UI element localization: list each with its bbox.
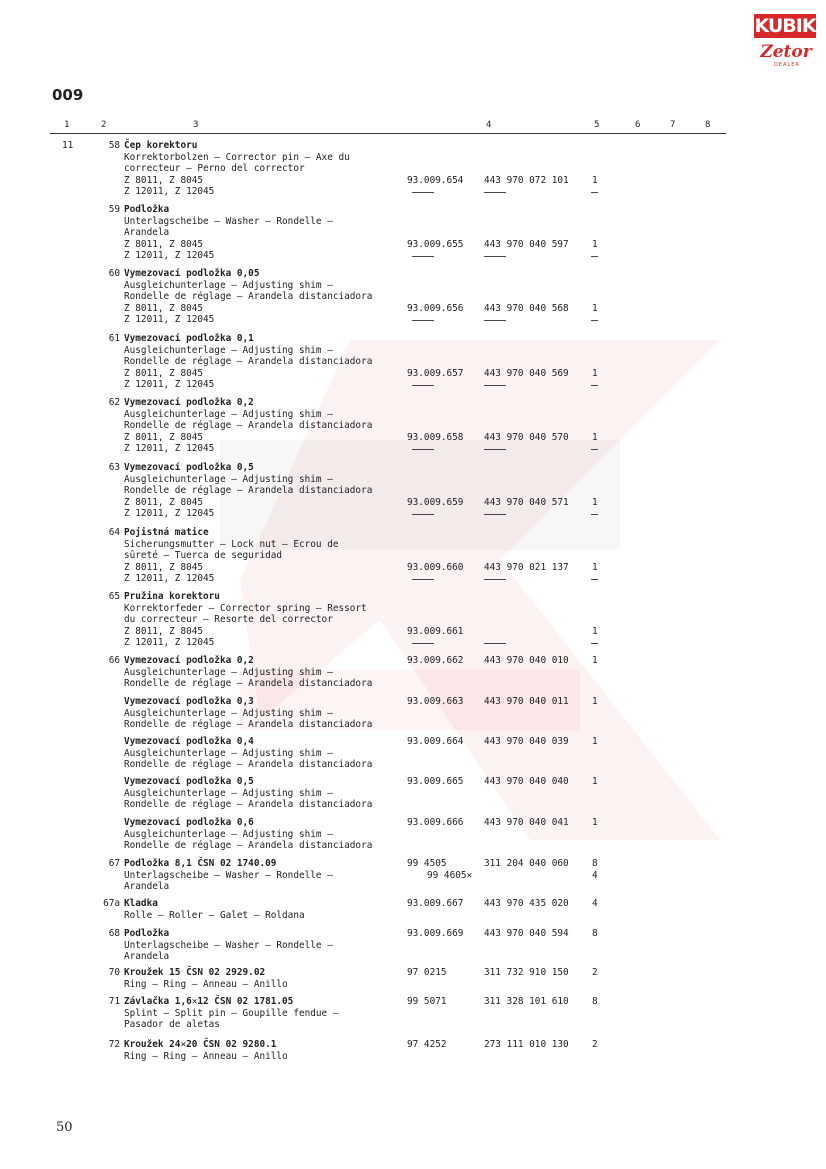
quantity: 1 bbox=[592, 817, 598, 828]
description-line: Z 8011, Z 8045 bbox=[124, 302, 204, 314]
position-number: 72 bbox=[108, 1039, 120, 1050]
part-number-short: 99 5071 bbox=[407, 996, 447, 1007]
part-number-short: 93.009.669 bbox=[407, 928, 464, 939]
column-header-7: 7 bbox=[670, 120, 676, 130]
part-name: Vymezovací podložka 0,1 bbox=[124, 333, 254, 344]
description-line: Z 12011, Z 12045 bbox=[124, 314, 215, 325]
ditto-dash bbox=[484, 256, 506, 257]
position-number: 60 bbox=[108, 268, 120, 279]
part-number-short: 93.009.659 bbox=[407, 496, 464, 508]
description-line: Splint — Split pin — Goupille fendue — bbox=[124, 1007, 339, 1019]
part-number-long: 443 970 040 011 bbox=[484, 696, 569, 707]
description-line: Sicherungsmutter — Lock nut — Ecrou de bbox=[124, 538, 339, 550]
description-line: Ring — Ring — Anneau — Anillo bbox=[124, 1050, 288, 1062]
position-number: 61 bbox=[108, 333, 120, 344]
ditto-dash bbox=[484, 643, 506, 644]
part-number-long: 443 970 040 569 bbox=[484, 367, 569, 379]
ditto-dash bbox=[412, 385, 434, 386]
ditto-dash bbox=[591, 385, 598, 386]
part-number-long: 443 970 040 594 bbox=[484, 928, 569, 939]
ditto-dash bbox=[412, 449, 434, 450]
column-header-1: 1 bbox=[64, 120, 70, 130]
part-description bbox=[124, 591, 394, 649]
header-rule bbox=[50, 133, 726, 134]
logo-kubik-text: KUBIK bbox=[754, 15, 816, 37]
column-header-6: 6 bbox=[635, 120, 641, 130]
part-number-short: 93.009.660 bbox=[407, 561, 464, 573]
description-line: Z 12011, Z 12045 bbox=[124, 508, 215, 519]
column-header-8: 8 bbox=[705, 120, 711, 130]
ditto-dash bbox=[412, 514, 434, 515]
column-header-2: 2 bbox=[101, 120, 107, 130]
description-line: Ring — Ring — Anneau — Anillo bbox=[124, 978, 288, 990]
part-description bbox=[124, 527, 394, 585]
position-number: 59 bbox=[108, 204, 120, 215]
ditto-dash bbox=[412, 643, 434, 644]
part-description bbox=[124, 140, 394, 198]
quantity: 8 bbox=[592, 928, 598, 939]
quantity: 1 bbox=[592, 561, 598, 573]
part-name: Pojistná matice bbox=[124, 527, 209, 538]
part-number-long: 273 111 010 130 bbox=[484, 1039, 569, 1050]
position-number: 64 bbox=[108, 527, 120, 538]
quantity: 1 bbox=[592, 776, 598, 787]
quantity: 8 bbox=[592, 858, 598, 869]
logo-dealer-text: DEALER bbox=[774, 62, 800, 68]
ditto-dash bbox=[412, 579, 434, 580]
description-line: Rondelle de réglage — Arandela distanciadora bbox=[124, 840, 373, 851]
ditto-dash bbox=[484, 449, 506, 450]
part-description bbox=[124, 928, 394, 963]
description-line: Ausgleichunterlage — Adjusting shim — bbox=[124, 787, 333, 799]
part-number-short: 93.009.655 bbox=[407, 238, 464, 250]
part-name: Čep korektoru bbox=[124, 140, 198, 151]
part-number-short: 93.009.664 bbox=[407, 736, 464, 747]
part-name: Vymezovací podložka 0,4 bbox=[124, 736, 254, 747]
quantity: 1 bbox=[592, 496, 598, 508]
quantity: 1 bbox=[592, 431, 598, 443]
part-name: Vymezovací podložka 0,2 bbox=[124, 397, 254, 408]
description-line: Pasador de aletas bbox=[124, 1019, 220, 1030]
description-line: Z 8011, Z 8045 bbox=[124, 367, 204, 379]
quantity: 1 bbox=[592, 367, 598, 379]
description-line: Ausgleichunterlage — Adjusting shim — bbox=[124, 707, 333, 719]
part-number-short: 93.009.663 bbox=[407, 696, 464, 707]
part-number-short: 93.009.666 bbox=[407, 817, 464, 828]
part-number-short: 93.009.657 bbox=[407, 367, 464, 379]
part-name: Kroužek 24✕20 ČSN 02 9280.1 bbox=[124, 1039, 277, 1050]
position-number: 70 bbox=[108, 967, 120, 978]
position-number: 63 bbox=[108, 462, 120, 473]
description-line: Rondelle de réglage — Arandela distanciadora bbox=[124, 799, 373, 810]
description-line: Rondelle de réglage — Arandela distanciadora bbox=[124, 678, 373, 689]
part-description bbox=[124, 736, 394, 771]
description-line: Z 12011, Z 12045 bbox=[124, 443, 215, 454]
part-number-short: 97 4252 bbox=[407, 1039, 447, 1050]
kubik-zetor-logo bbox=[754, 14, 816, 70]
part-name: Vymezovací podložka 0,6 bbox=[124, 817, 254, 828]
part-number-short: 93.009.656 bbox=[407, 302, 464, 314]
description-line: Korrektorbolzen — Corrector pin — Axe du bbox=[124, 151, 350, 163]
ditto-dash bbox=[591, 256, 598, 257]
part-name: Vymezovací podložka 0,3 bbox=[124, 696, 254, 707]
part-number-long: 443 970 040 571 bbox=[484, 496, 569, 508]
part-description bbox=[124, 996, 394, 1031]
part-name: Podložka 8,1 ČSN 02 1740.09 bbox=[124, 858, 277, 869]
ditto-dash bbox=[484, 192, 506, 193]
description-line: Ausgleichunterlage — Adjusting shim — bbox=[124, 344, 333, 356]
ditto-dash bbox=[484, 579, 506, 580]
description-line: Arandela bbox=[124, 227, 170, 238]
description-line: Z 8011, Z 8045 bbox=[124, 238, 204, 250]
description-line: Z 12011, Z 12045 bbox=[124, 573, 215, 584]
part-name: Vymezovací podložka 0,5 bbox=[124, 776, 254, 787]
part-number-long: 443 970 040 039 bbox=[484, 736, 569, 747]
part-description bbox=[124, 898, 394, 921]
position-number: 62 bbox=[108, 397, 120, 408]
column-header-3: 3 bbox=[193, 120, 199, 130]
description-line: Rondelle de réglage — Arandela distanciadora bbox=[124, 291, 373, 302]
quantity: 1 bbox=[592, 736, 598, 747]
description-line: Arandela bbox=[124, 951, 170, 962]
part-number-long: 443 970 040 010 bbox=[484, 655, 569, 666]
description-line: Z 12011, Z 12045 bbox=[124, 637, 215, 648]
quantity: 8 bbox=[592, 996, 598, 1007]
description-line: du correcteur — Resorte del corrector bbox=[124, 614, 333, 625]
part-name: Kladka bbox=[124, 898, 158, 909]
position-number: 67a bbox=[103, 898, 120, 909]
description-line: Ausgleichunterlage — Adjusting shim — bbox=[124, 279, 333, 291]
part-name: Kroužek 15 ČSN 02 2929.02 bbox=[124, 967, 266, 978]
description-line: Rondelle de réglage — Arandela distanciadora bbox=[124, 420, 373, 431]
ditto-dash bbox=[412, 256, 434, 257]
quantity: 1 bbox=[592, 655, 598, 666]
description-line: Z 8011, Z 8045 bbox=[124, 496, 204, 508]
ditto-dash bbox=[591, 514, 598, 515]
part-number-long: 311 732 910 150 bbox=[484, 967, 569, 978]
document-code: 009 bbox=[52, 86, 84, 104]
part-number-long: 443 970 040 041 bbox=[484, 817, 569, 828]
part-name: Vymezovací podložka 0,5 bbox=[124, 462, 254, 473]
ditto-dash bbox=[412, 192, 434, 193]
part-name: Pružina korektoru bbox=[124, 591, 220, 602]
quantity-alt: 4 bbox=[592, 869, 598, 881]
description-line: Rolle — Roller — Galet — Roldana bbox=[124, 909, 305, 921]
ditto-dash bbox=[591, 643, 598, 644]
part-name: Podložka bbox=[124, 204, 170, 215]
description-line: sûreté — Tuerca de seguridad bbox=[124, 550, 283, 561]
description-line: Rondelle de réglage — Arandela distanciadora bbox=[124, 759, 373, 770]
position-number: 65 bbox=[108, 591, 120, 602]
position-number: 67 bbox=[108, 858, 120, 869]
description-line: Ausgleichunterlage — Adjusting shim — bbox=[124, 666, 333, 678]
position-number: 68 bbox=[108, 928, 120, 939]
part-number-long: 443 970 040 570 bbox=[484, 431, 569, 443]
part-number-long: 443 970 072 101 bbox=[484, 174, 569, 186]
description-line: Ausgleichunterlage — Adjusting shim — bbox=[124, 747, 333, 759]
description-line: Rondelle de réglage — Arandela distanciadora bbox=[124, 485, 373, 496]
part-number-long: 443 970 021 137 bbox=[484, 561, 569, 573]
description-line: Korrektorfeder — Corrector spring — Ressort bbox=[124, 602, 367, 614]
part-number-short: 93.009.658 bbox=[407, 431, 464, 443]
part-description bbox=[124, 333, 394, 391]
part-number-short: 93.009.665 bbox=[407, 776, 464, 787]
quantity: 1 bbox=[592, 625, 598, 637]
description-line: Z 8011, Z 8045 bbox=[124, 561, 204, 573]
quantity: 2 bbox=[592, 967, 598, 978]
part-number-long: 443 970 040 597 bbox=[484, 238, 569, 250]
part-number-short: 93.009.654 bbox=[407, 174, 464, 186]
description-line: Z 8011, Z 8045 bbox=[124, 174, 204, 186]
column-header-5: 5 bbox=[594, 120, 600, 130]
ditto-dash bbox=[412, 320, 434, 321]
part-description bbox=[124, 268, 394, 326]
description-line: Ausgleichunterlage — Adjusting shim — bbox=[124, 408, 333, 420]
description-line: Unterlagscheibe — Washer — Rondelle — bbox=[124, 939, 333, 951]
description-line: correcteur — Perno del corrector bbox=[124, 163, 305, 174]
part-description bbox=[124, 1039, 394, 1062]
description-line: Z 12011, Z 12045 bbox=[124, 186, 215, 197]
part-number-short: 99 4505 bbox=[407, 858, 447, 869]
part-description bbox=[124, 858, 394, 893]
quantity: 1 bbox=[592, 238, 598, 250]
description-line: Ausgleichunterlage — Adjusting shim — bbox=[124, 828, 333, 840]
part-description bbox=[124, 204, 394, 262]
part-number-long: 311 328 101 610 bbox=[484, 996, 569, 1007]
logo-zetor-text: Zetor bbox=[760, 42, 812, 62]
description-line: Z 12011, Z 12045 bbox=[124, 250, 215, 261]
ditto-dash bbox=[484, 385, 506, 386]
part-number-alt: 99 4605✕ bbox=[427, 869, 473, 881]
quantity: 1 bbox=[592, 302, 598, 314]
ditto-dash bbox=[591, 449, 598, 450]
part-description bbox=[124, 776, 394, 811]
part-description bbox=[124, 817, 394, 852]
part-description bbox=[124, 462, 394, 520]
description-line: Z 8011, Z 8045 bbox=[124, 431, 204, 443]
quantity: 4 bbox=[592, 898, 598, 909]
group-number: 11 bbox=[62, 140, 74, 151]
ditto-dash bbox=[484, 320, 506, 321]
part-number-short: 93.009.661 bbox=[407, 625, 464, 637]
part-description bbox=[124, 397, 394, 455]
part-description bbox=[124, 696, 394, 731]
description-line: Unterlagscheibe — Washer — Rondelle — bbox=[124, 215, 333, 227]
description-line: Ausgleichunterlage — Adjusting shim — bbox=[124, 473, 333, 485]
quantity: 2 bbox=[592, 1039, 598, 1050]
description-line: Z 12011, Z 12045 bbox=[124, 379, 215, 390]
ditto-dash bbox=[484, 514, 506, 515]
part-name: Podložka bbox=[124, 928, 170, 939]
part-number-long: 443 970 040 040 bbox=[484, 776, 569, 787]
page-number: 50 bbox=[56, 1120, 73, 1135]
ditto-dash bbox=[591, 320, 598, 321]
description-line: Unterlagscheibe — Washer — Rondelle — bbox=[124, 869, 333, 881]
part-number-long: 443 970 435 020 bbox=[484, 898, 569, 909]
part-name: Závlačka 1,6✕12 ČSN 02 1781.05 bbox=[124, 996, 294, 1007]
part-name: Vymezovací podložka 0,2 bbox=[124, 655, 254, 666]
description-line: Z 8011, Z 8045 bbox=[124, 625, 204, 637]
position-number: 58 bbox=[108, 140, 120, 151]
description-line: Rondelle de réglage — Arandela distanciadora bbox=[124, 356, 373, 367]
part-number-short: 97 0215 bbox=[407, 967, 447, 978]
part-description bbox=[124, 655, 394, 690]
part-number-long: 443 970 040 568 bbox=[484, 302, 569, 314]
ditto-dash bbox=[591, 579, 598, 580]
quantity: 1 bbox=[592, 696, 598, 707]
part-name: Vymezovací podložka 0,05 bbox=[124, 268, 260, 279]
position-number: 71 bbox=[108, 996, 120, 1007]
description-line: Arandela bbox=[124, 881, 170, 892]
part-description bbox=[124, 967, 394, 990]
part-number-short: 93.009.662 bbox=[407, 655, 464, 666]
ditto-dash bbox=[591, 192, 598, 193]
column-header-4: 4 bbox=[486, 120, 492, 130]
quantity: 1 bbox=[592, 174, 598, 186]
position-number: 66 bbox=[108, 655, 120, 666]
part-number-long: 311 204 040 060 bbox=[484, 858, 569, 869]
description-line: Rondelle de réglage — Arandela distanciadora bbox=[124, 719, 373, 730]
part-number-short: 93.009.667 bbox=[407, 898, 464, 909]
